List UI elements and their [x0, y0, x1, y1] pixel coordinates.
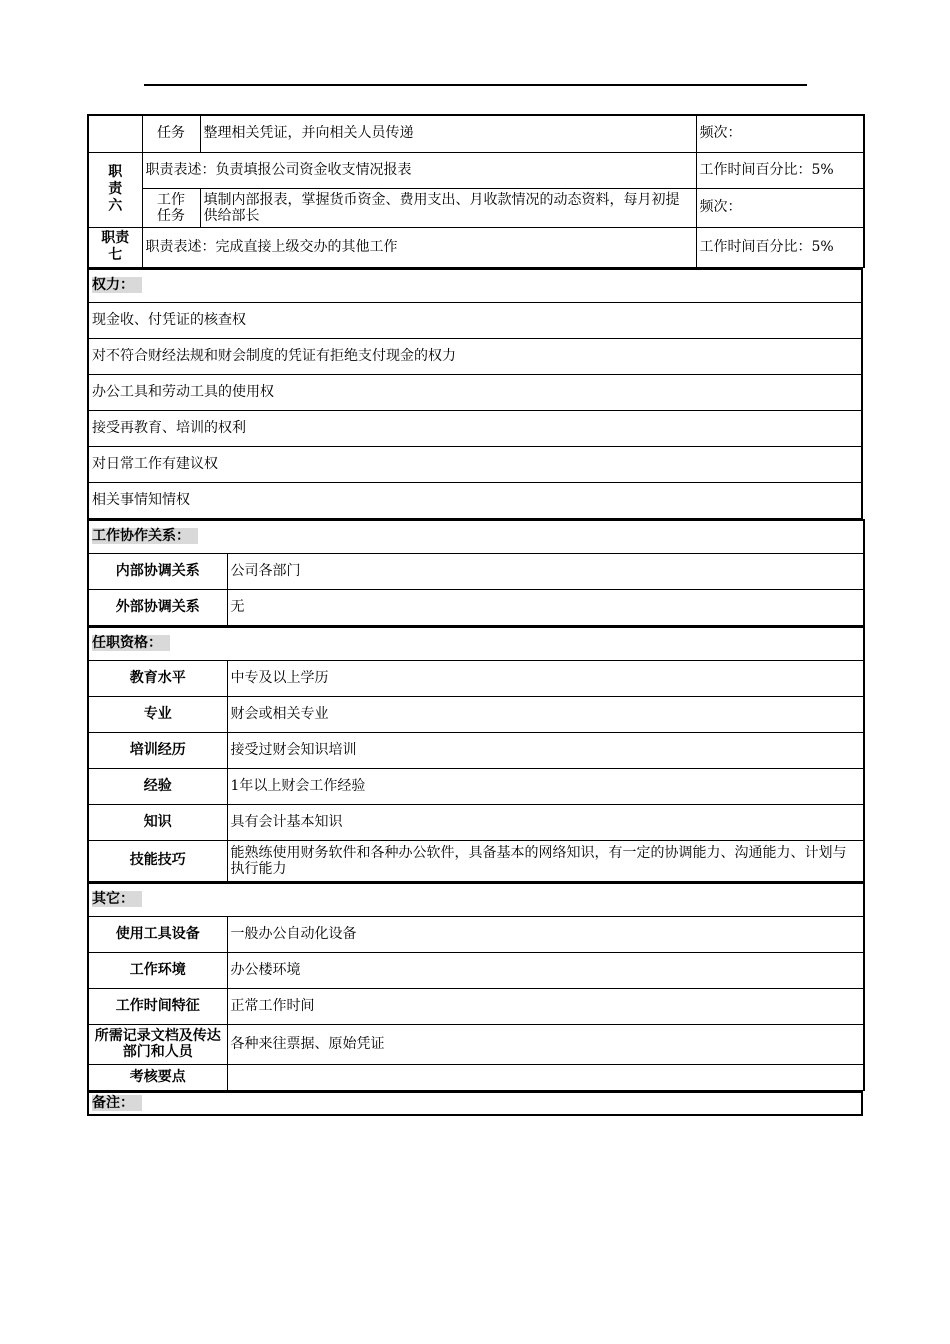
major-value: 财会或相关专业: [227, 696, 864, 732]
tools-label: 使用工具设备: [88, 916, 227, 952]
duties-table: [87, 114, 865, 268]
collaboration-section-title: 工作协作关系：: [88, 520, 864, 554]
power-item: 办公工具和劳动工具的使用权: [88, 374, 862, 410]
qualification-table: [87, 626, 865, 882]
task-text: 整理相关凭证，并向相关人员传递: [200, 115, 696, 152]
power-item: 相关事情知情权: [88, 482, 862, 518]
power-section-title: 权力：: [88, 269, 862, 303]
duty-label-cell-top: [88, 115, 142, 152]
internal-coordination-label: 内部协调关系: [88, 553, 227, 589]
duty6-frequency: 频次：: [696, 188, 864, 227]
assessment-label: 考核要点: [88, 1064, 227, 1090]
frequency-label: 频次：: [696, 115, 864, 152]
work-time-label: 工作时间特征: [88, 988, 227, 1024]
documents-value: 各种来往票据、原始凭证: [227, 1024, 864, 1064]
work-time-value: 正常工作时间: [227, 988, 864, 1024]
remarks-table: [87, 1091, 863, 1116]
power-item: 对不符合财经法规和财会制度的凭证有拒绝支付现金的权力: [88, 338, 862, 374]
education-label: 教育水平: [88, 660, 227, 696]
environment-value: 办公楼环境: [227, 952, 864, 988]
remarks-title: 备注：: [88, 1092, 862, 1115]
training-label: 培训经历: [88, 732, 227, 768]
knowledge-value: 具有会计基本知识: [227, 804, 864, 840]
skills-value: 能熟练使用财务软件和各种办公软件，具备基本的网络知识，有一定的协调能力、沟通能力、计划与执行能力: [227, 840, 864, 881]
environment-label: 工作环境: [88, 952, 227, 988]
major-label: 专业: [88, 696, 227, 732]
power-item: 接受再教育、培训的权利: [88, 410, 862, 446]
education-value: 中专及以上学历: [227, 660, 864, 696]
power-item: 对日常工作有建议权: [88, 446, 862, 482]
assessment-value: [227, 1064, 864, 1090]
task-label: 任务: [142, 115, 200, 152]
duty7-label: 职责七: [88, 227, 142, 267]
external-coordination-label: 外部协调关系: [88, 589, 227, 625]
documents-label: 所需记录文档及传达部门和人员: [88, 1024, 227, 1064]
duty6-task-label: 工作任务: [142, 188, 200, 227]
training-value: 接受过财会知识培训: [227, 732, 864, 768]
duty6-task-text: 填制内部报表，掌握货币资金、费用支出、月收款情况的动态资料，每月初提供给部长: [200, 188, 696, 227]
top-rule: [144, 84, 807, 86]
power-table: [87, 268, 863, 519]
skills-label: 技能技巧: [88, 840, 227, 881]
qualification-section-title: 任职资格：: [88, 627, 864, 661]
power-item: 现金收、付凭证的核查权: [88, 302, 862, 338]
job-description-document: [87, 114, 863, 1116]
duty7-time-percent: 工作时间百分比：5%: [696, 227, 864, 267]
duty6-label: 职责六: [88, 152, 142, 227]
collaboration-table: [87, 519, 865, 626]
duty6-time-percent: 工作时间百分比：5%: [696, 152, 864, 188]
experience-label: 经验: [88, 768, 227, 804]
internal-coordination-value: 公司各部门: [227, 553, 864, 589]
duty6-description: 职责表述：负责填报公司资金收支情况报表: [142, 152, 696, 188]
tools-value: 一般办公自动化设备: [227, 916, 864, 952]
other-section-title: 其它：: [88, 883, 864, 917]
external-coordination-value: 无: [227, 589, 864, 625]
other-table: [87, 882, 865, 1091]
duty7-description: 职责表述：完成直接上级交办的其他工作: [142, 227, 696, 267]
knowledge-label: 知识: [88, 804, 227, 840]
experience-value: 1年以上财会工作经验: [227, 768, 864, 804]
